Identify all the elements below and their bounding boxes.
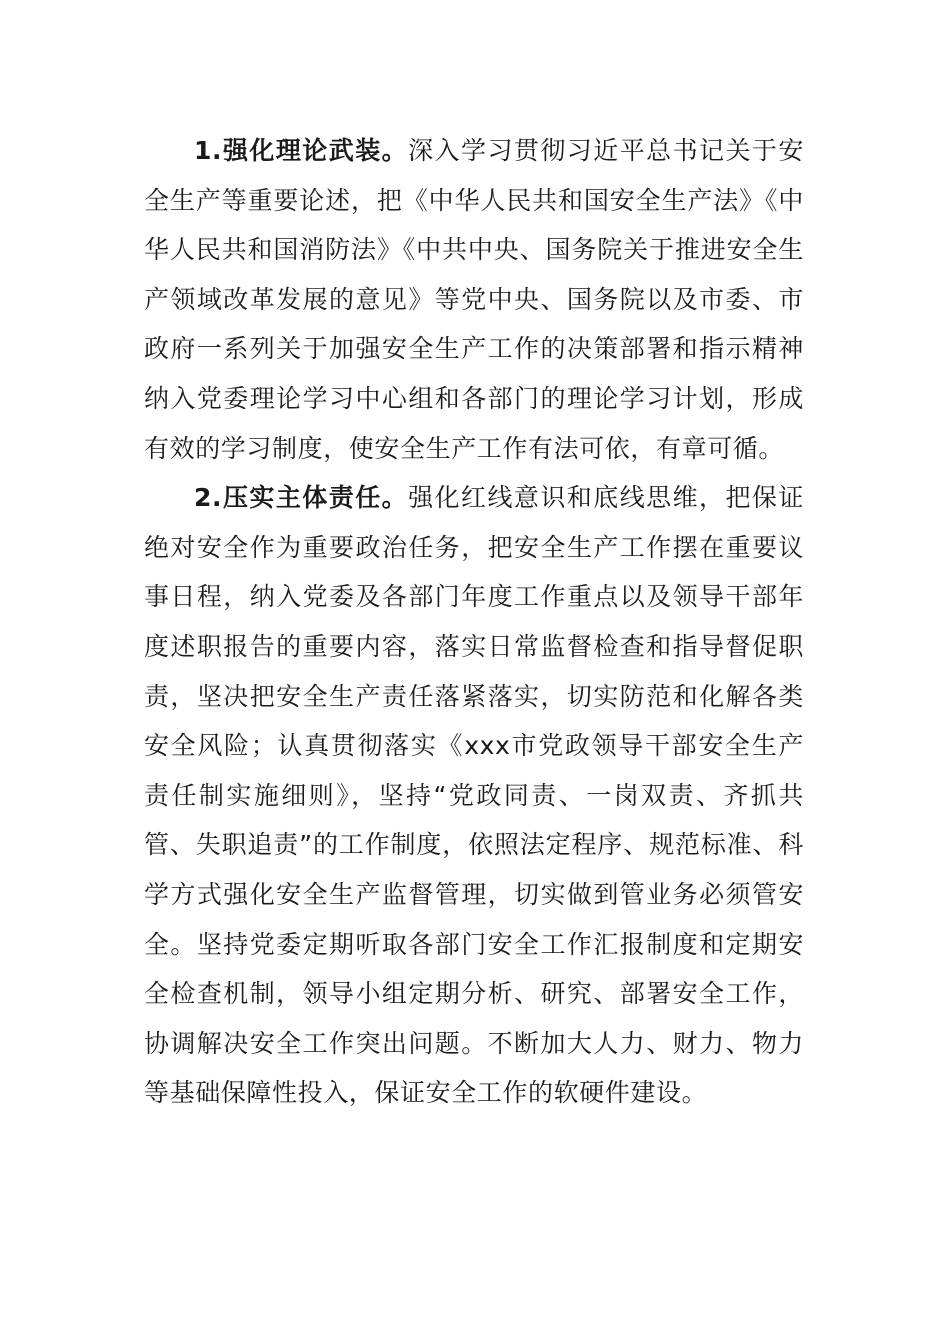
document-body [144, 126, 804, 1118]
paragraph-text: 强化红线意识和底线思维，把保证绝对安全作为重要政治任务，把安全生产工作摆在重要议事日程，纳入党委及各部门年度工作重点以及领导干部年度述职报告的重要内容，落实日常监督检查和指导督促职责，坚决把安全生产责任落紧落实，切实防范和化解各类安全风险；认真贯彻落实《xxx市党政领导干部安全生产责任制实施细则》，坚持“党政同责、一岗双责、齐抓共管、失职追责”的工作制度，依照法定程序、规范标准、科学方式强化安全生产监督管理，切实做到管业务必须管安全。坚持党委定期听取各部门安全工作汇报制度和定期安全检查机制，领导小组定期分析、研究、部署安全工作，协调解决安全工作突出问题。不断加大人力、财力、物力等基础保障性投入，保证安全工作的软硬件建设。 [144, 483, 804, 1108]
paragraph-heading: 1.强化理论武装。 [194, 136, 409, 165]
paragraph-text: 深入学习贯彻习近平总书记关于安全生产等重要论述，把《中华人民共和国安全生产法》《中华人民共和国消防法》《中共中央、国务院关于推进安全生产领域改革发展的意见》等党中央、国务院以及市委、市政府一系列关于加强安全生产工作的决策部署和指示精神纳入党委理论学习中心组和各部门的理论学习计划，形成有效的学习制度，使安全生产工作有法可依，有章可循。 [144, 136, 804, 463]
paragraph-strengthen-theory [144, 126, 804, 473]
paragraph-heading: 2.压实主体责任。 [194, 483, 409, 513]
paragraph-consolidate-responsibility [144, 473, 804, 1118]
